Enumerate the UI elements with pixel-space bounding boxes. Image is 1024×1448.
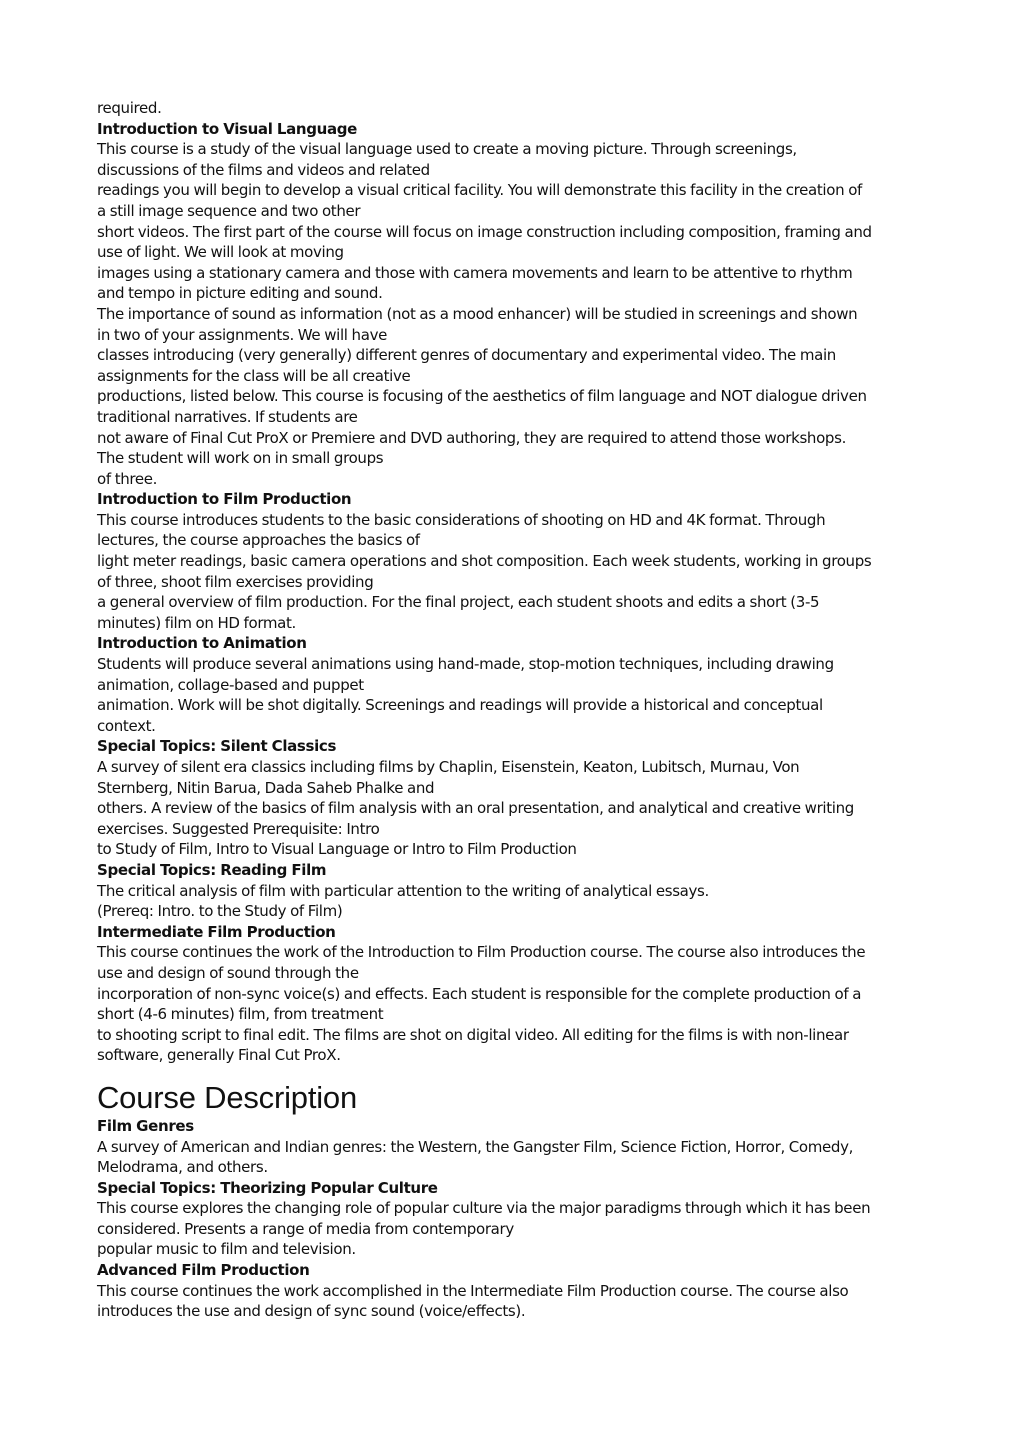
course-text-line: of three. bbox=[97, 469, 158, 488]
course-intro-visual-language bbox=[97, 119, 937, 490]
course-advanced-film-production bbox=[97, 1260, 937, 1322]
course-title: Special Topics: Theorizing Popular Culture bbox=[97, 1178, 438, 1197]
course-text-line: a still image sequence and two other bbox=[97, 201, 361, 220]
course-text-line: in two of your assignments. We will have bbox=[97, 325, 388, 344]
course-text-line: (Prereq: Intro. to the Study of Film) bbox=[97, 902, 343, 921]
course-text-line: The importance of sound as information (not as a mood enhancer) will be studied in screenings and shown bbox=[97, 304, 858, 323]
section-heading: Course Description bbox=[97, 1079, 358, 1115]
course-text-line: animation. Work will be shot digitally. Screenings and readings will provide a historical and conceptual bbox=[97, 696, 823, 715]
course-text-line: readings you will begin to develop a visual critical facility. You will demonstrate this facility in the creation of bbox=[97, 181, 862, 200]
course-text-line: considered. Presents a range of media from contemporary bbox=[97, 1219, 514, 1238]
course-text-line: The student will work on in small groups bbox=[97, 449, 384, 468]
course-title: Special Topics: Reading Film bbox=[97, 860, 327, 879]
course-text-line: a general overview of film production. For the final project, each student shoots and edits a short (3-5 bbox=[97, 593, 820, 612]
course-text-line: not aware of Final Cut ProX or Premiere and DVD authoring, they are required to attend those workshops. bbox=[97, 428, 847, 447]
course-title: Film Genres bbox=[97, 1116, 194, 1135]
course-text-line: This course continues the work of the Introduction to Film Production course. The course also introduces the bbox=[97, 943, 866, 962]
top-fragment-text: required. bbox=[97, 99, 162, 117]
course-intro-animation bbox=[97, 633, 937, 736]
course-title: Introduction to Visual Language bbox=[97, 119, 357, 138]
course-title: Introduction to Animation bbox=[97, 634, 307, 653]
course-text-line: short videos. The first part of the course will focus on image construction including composition, framing and bbox=[97, 222, 872, 241]
course-text-line: incorporation of non-sync voice(s) and effects. Each student is responsible for the complete production of a bbox=[97, 984, 862, 1003]
course-text-line: classes introducing (very generally) different genres of documentary and experimental video. The main bbox=[97, 346, 836, 365]
course-text-line: software, generally Final Cut ProX. bbox=[97, 1046, 341, 1065]
course-text-line: Students will produce several animations using hand-made, stop-motion techniques, including drawing bbox=[97, 655, 834, 674]
course-text-line: use and design of sound through the bbox=[97, 963, 359, 982]
course-text-line: This course explores the changing role of popular culture via the major paradigms through which it has been bbox=[97, 1199, 871, 1218]
course-text-line: use of light. We will look at moving bbox=[97, 243, 344, 262]
course-text-line: images using a stationary camera and those with camera movements and learn to be attentive to rhythm bbox=[97, 263, 853, 282]
course-text-line: traditional narratives. If students are bbox=[97, 407, 358, 426]
course-text-line: Sternberg, Nitin Barua, Dada Saheb Phalke and bbox=[97, 778, 435, 797]
course-film-genres bbox=[97, 1116, 937, 1178]
course-intermediate-film-production bbox=[97, 922, 937, 1066]
course-text-line: minutes) film on HD format. bbox=[97, 613, 296, 632]
document-page bbox=[97, 98, 937, 1322]
course-text-line: productions, listed below. This course is focusing of the aesthetics of film language and NOT dialogue driven bbox=[97, 387, 867, 406]
course-text-line: animation, collage-based and puppet bbox=[97, 675, 364, 694]
course-text-line: others. A review of the basics of film analysis with an oral presentation, and analytical and creative writing bbox=[97, 799, 854, 818]
course-title: Introduction to Film Production bbox=[97, 490, 352, 509]
course-text-line: to Study of Film, Intro to Visual Language or Intro to Film Production bbox=[97, 840, 577, 859]
course-title: Special Topics: Silent Classics bbox=[97, 737, 337, 756]
course-text-line: and tempo in picture editing and sound. bbox=[97, 284, 383, 303]
course-text-line: assignments for the class will be all creative bbox=[97, 366, 411, 385]
course-text-line: introduces the use and design of sync sound (voice/effects). bbox=[97, 1302, 526, 1321]
course-text-line: This course introduces students to the basic considerations of shooting on HD and 4K format. Through bbox=[97, 510, 826, 529]
course-list-part2 bbox=[97, 1116, 937, 1322]
course-title: Intermediate Film Production bbox=[97, 922, 336, 941]
course-list-part1 bbox=[97, 119, 937, 1066]
course-title: Advanced Film Production bbox=[97, 1261, 310, 1280]
course-intro-film-production bbox=[97, 489, 937, 633]
course-text-line: light meter readings, basic camera operations and shot composition. Each week students, working in groups bbox=[97, 552, 872, 571]
course-text-line: Melodrama, and others. bbox=[97, 1158, 268, 1177]
course-text-line: popular music to film and television. bbox=[97, 1240, 356, 1259]
course-text-line: discussions of the films and videos and related bbox=[97, 160, 430, 179]
course-text-line: exercises. Suggested Prerequisite: Intro bbox=[97, 819, 380, 838]
course-text-line: to shooting script to final edit. The films are shot on digital video. All editing for the films is with non-linear bbox=[97, 1025, 849, 1044]
course-text-line: context. bbox=[97, 716, 156, 735]
course-text-line: short (4-6 minutes) film, from treatment bbox=[97, 1005, 384, 1024]
course-text-line: The critical analysis of film with particular attention to the writing of analytical essays. bbox=[97, 881, 709, 900]
course-text-line: of three, shoot film exercises providing bbox=[97, 572, 374, 591]
course-text-line: This course continues the work accomplished in the Intermediate Film Production course. The course also bbox=[97, 1281, 849, 1300]
course-text-line: This course is a study of the visual language used to create a moving picture. Through screenings, bbox=[97, 140, 797, 159]
course-theorizing-popular-culture bbox=[97, 1178, 937, 1260]
course-text-line: A survey of silent era classics including films by Chaplin, Eisenstein, Keaton, Lubitsch, Murnau, Von bbox=[97, 758, 800, 776]
course-text-line: lectures, the course approaches the basics of bbox=[97, 531, 420, 550]
course-reading-film bbox=[97, 860, 937, 922]
course-silent-classics bbox=[97, 736, 937, 860]
course-text-line: A survey of American and Indian genres: the Western, the Gangster Film, Science Fiction, Horror, Comedy, bbox=[97, 1137, 854, 1156]
